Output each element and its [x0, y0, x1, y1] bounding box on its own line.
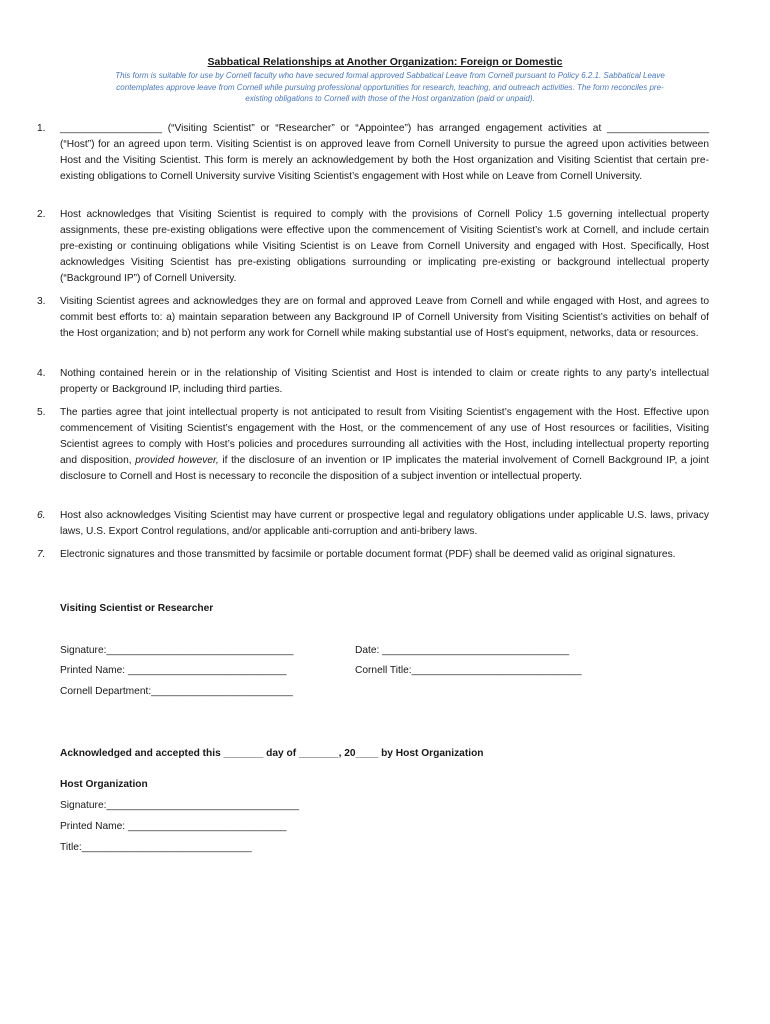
- clause-text: Electronic signatures and those transmitted by facsimile or portable document format (PDF) shall be deemed valid as original signatures.: [60, 549, 676, 560]
- host-title-field[interactable]: Title:______________________________: [60, 842, 252, 853]
- acknowledgement-line: Acknowledged and accepted this _______ day of _______, 20____ by Host Organization: [60, 748, 484, 759]
- host-printed-name-field[interactable]: Printed Name: ____________________________: [60, 821, 287, 832]
- clause-text-part: if the disclosure of an invention or IP implicates the material involvement of Cornell Background IP, a joint disclosure to Cornell and Host is necessary to reconcile the disposition of a subject invention or intellectual property.: [60, 455, 709, 482]
- researcher-date-field[interactable]: Date: _________________________________: [355, 645, 570, 656]
- clause-text-part: The parties agree that joint intellectual property is not anticipated to result from Visiting Scientist’s engagement with the Host. Effective upon commencement of Visiting Scientist’s engagement with the Host, or the commencement of any use of Host resources or facilities, Visiting Scientist agrees to comply with Host’s policies and procedures surrounding all activities with the Host, including intellectual property reporting and disposition,: [60, 407, 709, 466]
- clause-number: 2.: [37, 209, 46, 220]
- clause-number: 6.: [37, 510, 46, 521]
- host-signature-field[interactable]: Signature:__________________________________: [60, 800, 300, 811]
- clause-text: Host also acknowledges Visiting Scientist may have current or prospective legal and regulatory obligations under applicable U.S. laws, privacy laws, U.S. Export Control regulations, and/or applicable anti-corruption and anti-bribery laws.: [60, 510, 709, 537]
- clause-text: Nothing contained herein or in the relationship of Visiting Scientist and Host is intended to claim or create rights to any party’s intellectual property or Background IP, including third parties.: [60, 368, 709, 395]
- researcher-section-heading: Visiting Scientist or Researcher: [60, 603, 214, 614]
- document-title: Sabbatical Relationships at Another Organization: Foreign or Domestic: [207, 56, 563, 68]
- clause-number: 1.: [37, 123, 46, 134]
- clause-number: 4.: [37, 368, 46, 379]
- document-subtitle: This form is suitable for use by Cornell faculty who have secured formal approved Sabbatical Leave from Cornell pursuant to Policy 6.2.1. Sabbatical Leave contemplates approve leave from Cornell while pursuing professional opportunities for research, teaching, and outreach activities. The form reconciles pre-existing obligations to Cornell with those of the Host organization (paid or unpaid).: [115, 71, 665, 103]
- researcher-printed-name-field[interactable]: Printed Name: ____________________________: [60, 665, 287, 676]
- clause-text: __________________ (“Visiting Scientist” or “Researcher” or “Appointee”) has arranged engagement activities at __________________ (“Host”) for an agreed upon term. Visiting Scientist is on approved leave from Cornell University to pursue the agreed upon activities between Host and the Visiting Scientist. This form is merely an acknowledgement by both the Host organization and Visiting Scientist that certain pre-existing obligations to Cornell University survive Visiting Scientist’s engagement with Host while on Leave from Cornell University.: [60, 123, 709, 182]
- clause-text: Visiting Scientist agrees and acknowledges they are on formal and approved Leave from Cornell and while engaged with Host, and agrees to commit best efforts to: a) maintain separation between any Background IP of Cornell University from Visiting Scientist’s activities on behalf of the Host organization; and b) not perform any work for Cornell while making substantial use of Host’s equipment, networks, data or resources.: [60, 296, 709, 339]
- host-section-heading: Host Organization: [60, 779, 148, 790]
- cornell-department-field[interactable]: Cornell Department:_________________________: [60, 686, 293, 697]
- clause-number: 3.: [37, 296, 46, 307]
- clause-number: 5.: [37, 407, 46, 418]
- clause-text: Host acknowledges that Visiting Scientist is required to comply with the provisions of Cornell Policy 1.5 governing intellectual property assignments, these pre-existing obligations were effective upon the commencement of Visiting Scientist’s work at Cornell, and include certain pre-existing or continuing obligations while Visiting Scientist is on Leave from Cornell University and engaged with Host. Specifically, Host acknowledges Visiting Scientist has pre-existing obligations surrounding or implicating pre-existing or background intellectual property (“Background IP”) of Cornell University.: [60, 209, 709, 284]
- cornell-title-field[interactable]: Cornell Title:______________________________: [355, 665, 582, 676]
- clause-text: [60, 405, 709, 485]
- researcher-signature-field[interactable]: Signature:_________________________________: [60, 645, 294, 656]
- clause-number: 7.: [37, 549, 46, 560]
- clause-text-emphasis: provided however,: [135, 455, 219, 466]
